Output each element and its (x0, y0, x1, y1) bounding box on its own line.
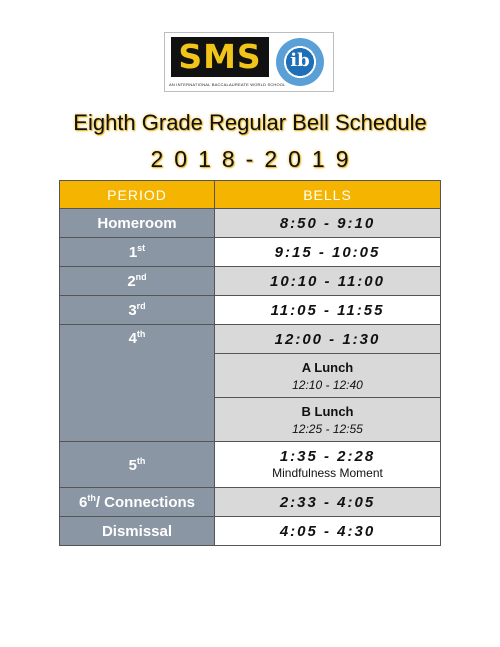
school-logo (164, 32, 334, 92)
period-suffix: th (87, 493, 96, 503)
period-cell (60, 488, 215, 517)
table-header-row (60, 181, 441, 209)
table-row (60, 517, 441, 546)
bell-cell: 10:10 - 11:00 (215, 267, 441, 296)
bell-cell: 9:15 - 10:05 (215, 238, 441, 267)
period-label: 5 (128, 456, 137, 474)
period-cell (60, 442, 215, 488)
bell-note: Mindfulness Moment (272, 466, 383, 480)
bell-cell: 8:50 - 9:10 (215, 209, 441, 238)
bell-cell: 12:00 - 1:30 (215, 325, 441, 354)
period-cell (60, 238, 215, 267)
table-row (60, 442, 441, 488)
page-title: Eighth Grade Regular Bell Schedule (73, 110, 427, 135)
bell-cell: 4:05 - 4:30 (215, 517, 441, 546)
lunch-time: 12:25 - 12:55 (292, 421, 363, 436)
table-row (60, 325, 441, 354)
lunch-name: A Lunch (301, 359, 354, 375)
period-label: Homeroom (97, 214, 177, 232)
ib-logo-icon (276, 38, 324, 86)
period-extra: / Connections (95, 494, 195, 511)
lunch-name: B Lunch (301, 403, 354, 419)
period-label: 6 (78, 494, 88, 511)
lunch-time: 12:10 - 12:40 (292, 377, 363, 392)
header-period: PERIOD (60, 181, 215, 209)
bell-time: 1:35 - 2:28 (279, 448, 376, 465)
table-row (60, 488, 441, 517)
bell-schedule-table (59, 180, 441, 546)
period-label: 3 (128, 302, 137, 319)
table-row (60, 238, 441, 267)
period-label: 4 (128, 330, 137, 347)
school-year: 2018-2019 (150, 146, 360, 172)
table-row (60, 296, 441, 325)
period-cell (60, 517, 215, 546)
period-cell (60, 296, 215, 325)
bell-cell (215, 442, 441, 488)
period-cell (60, 209, 215, 238)
period-label: Dismissal (101, 522, 173, 540)
period-suffix: rd (136, 301, 146, 311)
period-suffix: st (137, 243, 146, 253)
period-suffix: th (136, 455, 146, 466)
period-label: 1 (128, 244, 138, 261)
period-suffix: nd (135, 272, 147, 282)
period-cell (60, 267, 215, 296)
lunch-cell (215, 398, 441, 442)
bell-cell: 2:33 - 4:05 (215, 488, 441, 517)
period-label: 2 (127, 273, 136, 290)
bell-cell: 11:05 - 11:55 (215, 296, 441, 325)
lunch-cell (215, 354, 441, 398)
table-row (60, 209, 441, 238)
ib-logo-text: ib (290, 50, 310, 71)
logo-tagline: AN INTERNATIONAL BACCALAUREATE WORLD SCHOOL (169, 82, 286, 87)
period-cell (60, 325, 215, 442)
header-bells: BELLS (215, 181, 441, 209)
sms-logo-text: SMS (171, 37, 269, 77)
table-row (60, 267, 441, 296)
period-suffix: th (136, 329, 146, 339)
